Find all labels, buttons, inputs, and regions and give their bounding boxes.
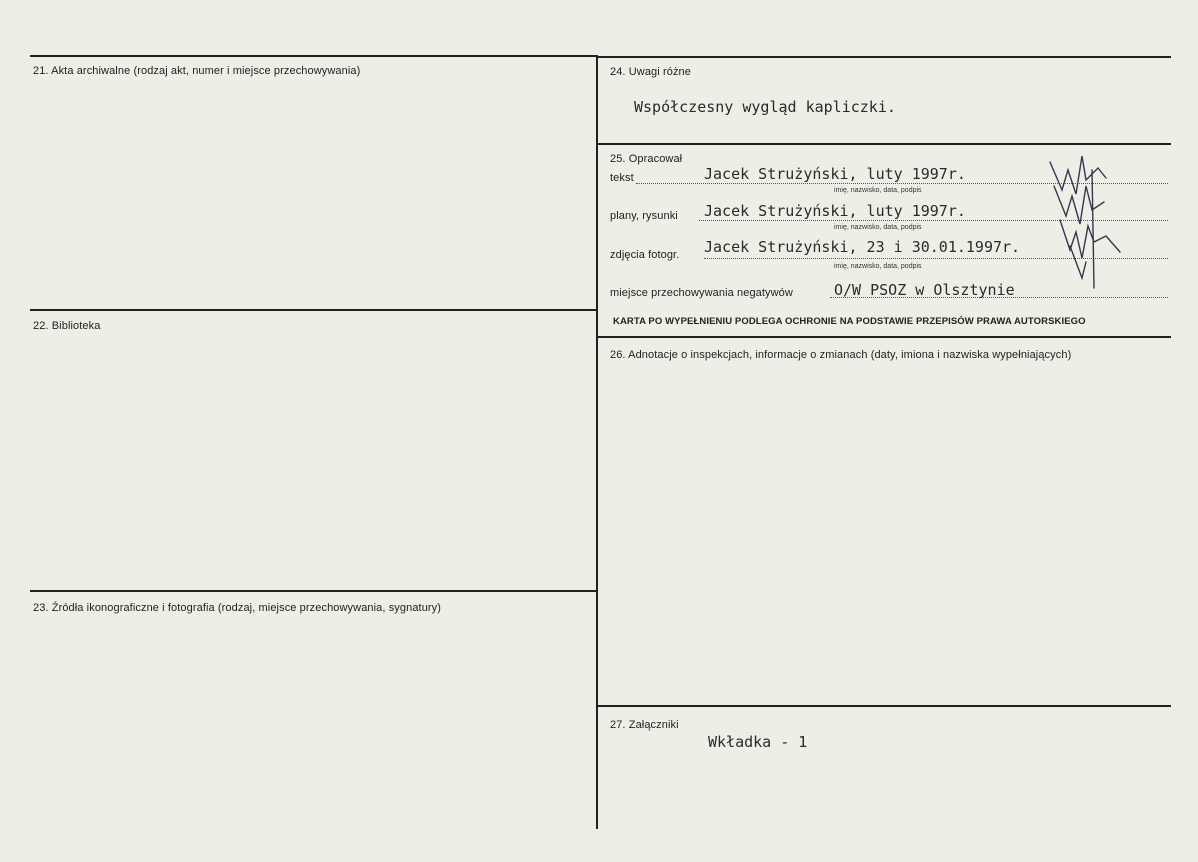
section-24-value: Współczesny wygląd kapliczki. xyxy=(634,98,896,116)
center-divider xyxy=(596,55,598,829)
row-plans-value: Jacek Strużyński, luty 1997r. xyxy=(704,202,966,220)
row-text-value: Jacek Strużyński, luty 1997r. xyxy=(704,165,966,183)
rule-21-22 xyxy=(30,309,597,311)
section-25-label: 25. Opracował xyxy=(610,153,683,165)
section-24-label: 24. Uwagi różne xyxy=(610,66,691,78)
row-photos-caption: imię, nazwisko, data, podpis xyxy=(834,263,922,270)
section-27-value: Wkładka - 1 xyxy=(708,733,808,751)
row-plans-label: plany, rysunki xyxy=(610,210,678,222)
row-plans-caption: imię, nazwisko, data, podpis xyxy=(834,224,922,231)
top-rule-left xyxy=(30,55,597,57)
row-text-caption: imię, nazwisko, data, podpis xyxy=(834,187,922,194)
row-photos-value: Jacek Strużyński, 23 i 30.01.1997r. xyxy=(704,238,1021,256)
section-21-label: 21. Akta archiwalne (rodzaj akt, numer i miejsce przechowywania) xyxy=(33,65,361,77)
negatives-value: O/W PSOZ w Olsztynie xyxy=(834,281,1015,299)
section-26-label: 26. Adnotacje o inspekcjach, informacje o zmianach (daty, imiona i nazwiska wypełniających) xyxy=(610,349,1072,361)
copyright-notice: KARTA PO WYPEŁNIENIU PODLEGA OCHRONIE NA PODSTAWIE PRZEPISÓW PRAWA AUTORSKIEGO xyxy=(613,316,1086,327)
negatives-label: miejsce przechowywania negatywów xyxy=(610,287,793,299)
rule-25-26 xyxy=(597,336,1171,338)
top-rule-right xyxy=(597,56,1171,58)
rule-22-23 xyxy=(30,590,597,592)
rule-24-25 xyxy=(597,143,1171,145)
rule-26-27 xyxy=(597,705,1171,707)
section-23-label: 23. Źródła ikonograficzne i fotografia (rodzaj, miejsce przechowywania, sygnatury) xyxy=(33,602,442,614)
section-22-label: 22. Biblioteka xyxy=(33,320,101,332)
section-27-label: 27. Załączniki xyxy=(610,719,679,731)
row-text-label: tekst xyxy=(610,172,634,184)
row-photos-label: zdjęcia fotogr. xyxy=(610,249,680,261)
signature-mark xyxy=(1040,150,1130,290)
